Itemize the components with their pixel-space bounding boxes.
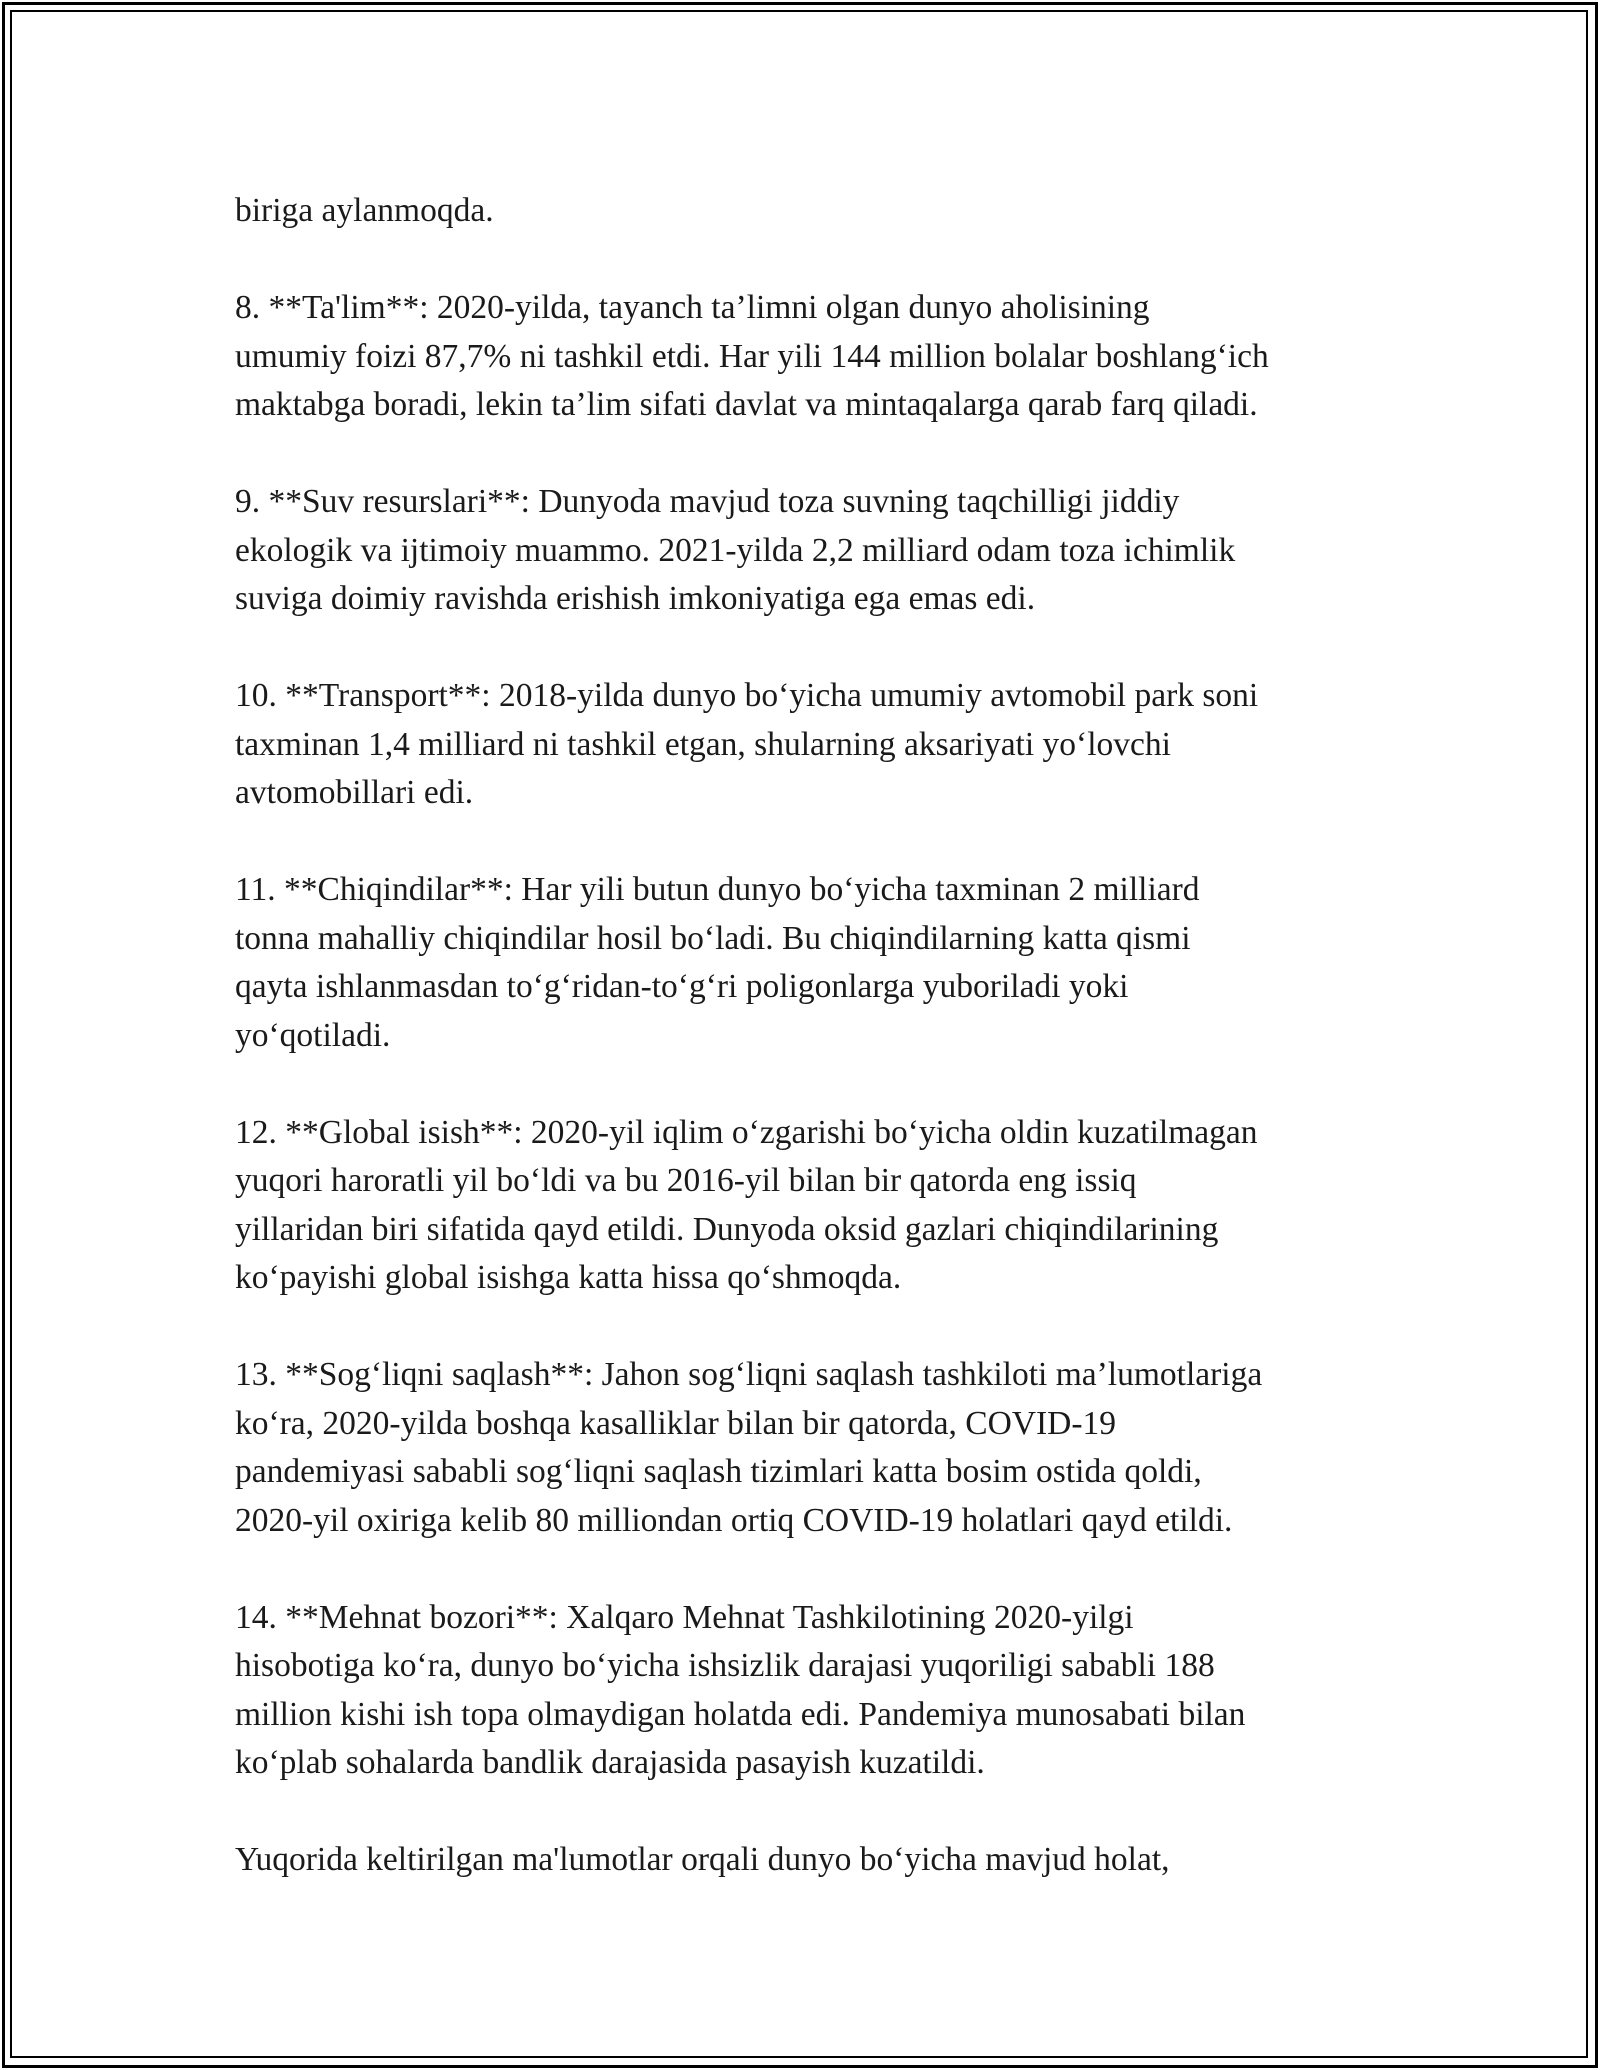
paragraph-continuation <box>235 187 1380 236</box>
text-line: yuqori haroratli yil bo‘ldi va bu 2016-yil bilan bir qatorda eng issiq <box>235 1162 1137 1199</box>
paragraph-education <box>235 284 1380 430</box>
paragraph-transport <box>235 672 1380 818</box>
text-line: 11. **Chiqindilar**: Har yili butun dunyo bo‘yicha taxminan 2 milliard <box>235 871 1200 908</box>
text-line: 14. **Mehnat bozori**: Xalqaro Mehnat Tashkilotining 2020-yilgi <box>235 1598 1134 1636</box>
paragraph-water-resources <box>235 478 1380 624</box>
text-line: avtomobillari edi. <box>235 774 474 811</box>
text-line: tonna mahalliy chiqindilar hosil bo‘ladi. Bu chiqindilarning katta qismi <box>235 919 1191 957</box>
text-line: 13. **Sog‘liqni saqlash**: Jahon sog‘liqni saqlash tashkiloti ma’lumotlariga <box>235 1356 1263 1393</box>
text-line: yo‘qotiladi. <box>235 1016 391 1054</box>
text-line: 8. **Ta'lim**: 2020-yilda, tayanch ta’limni olgan dunyo aholisining <box>235 289 1150 326</box>
paragraph-labor-market <box>235 1594 1380 1788</box>
text-line: Yuqorida keltirilgan ma'lumotlar orqali dunyo bo‘yicha mavjud holat, <box>235 1841 1170 1878</box>
text-line: 10. **Transport**: 2018-yilda dunyo bo‘yicha umumiy avtomobil park soni <box>235 677 1259 714</box>
text-line: ko‘ra, 2020-yilda boshqa kasalliklar bilan bir qatorda, COVID-19 <box>235 1404 1117 1442</box>
text-line: ko‘plab sohalarda bandlik darajasida pasayish kuzatildi. <box>235 1744 985 1781</box>
paragraph-global-warming <box>235 1109 1380 1303</box>
paragraph-waste <box>235 866 1380 1060</box>
text-line: suviga doimiy ravishda erishish imkoniyatiga ega emas edi. <box>235 580 1036 617</box>
text-line: pandemiyasi sababli sog‘liqni saqlash tizimlari katta bosim ostida qoldi, <box>235 1453 1202 1490</box>
text-line: taxminan 1,4 milliard ni tashkil etgan, shularning aksariyati yo‘lovchi <box>235 725 1171 763</box>
text-line: million kishi ish topa olmaydigan holatda edi. Pandemiya munosabati bilan <box>235 1695 1246 1733</box>
text-line: 9. **Suv resurslari**: Dunyoda mavjud toza suvning taqchilligi jiddiy <box>235 483 1180 520</box>
paragraph-healthcare <box>235 1351 1380 1545</box>
text-line: yillaridan biri sifatida qayd etildi. Dunyoda oksid gazlari chiqindilarining <box>235 1210 1219 1248</box>
text-line: 12. **Global isish**: 2020-yil iqlim o‘zgarishi bo‘yicha oldin kuzatilmagan <box>235 1113 1258 1151</box>
text-line: biriga aylanmoqda. <box>235 192 494 229</box>
text-line: ko‘payishi global isishga katta hissa qo‘shmoqda. <box>235 1259 902 1296</box>
text-line: ekologik va ijtimoiy muammo. 2021-yilda 2,2 milliard odam toza ichimlik <box>235 531 1236 569</box>
document-body <box>235 187 1380 1933</box>
paragraph-conclusion <box>235 1836 1380 1885</box>
text-line: umumiy foizi 87,7% ni tashkil etdi. Har yili 144 million bolalar boshlang‘ich <box>235 337 1269 375</box>
text-line: qayta ishlanmasdan to‘g‘ridan-to‘g‘ri poligonlarga yuboriladi yoki <box>235 968 1129 1005</box>
text-line: hisobotiga ko‘ra, dunyo bo‘yicha ishsizlik darajasi yuqoriligi sababli 188 <box>235 1647 1215 1684</box>
text-line: 2020-yil oxiriga kelib 80 milliondan ortiq COVID-19 holatlari qayd etildi. <box>235 1501 1233 1539</box>
text-line: maktabga boradi, lekin ta’lim sifati davlat va mintaqalarga qarab farq qiladi. <box>235 386 1258 423</box>
